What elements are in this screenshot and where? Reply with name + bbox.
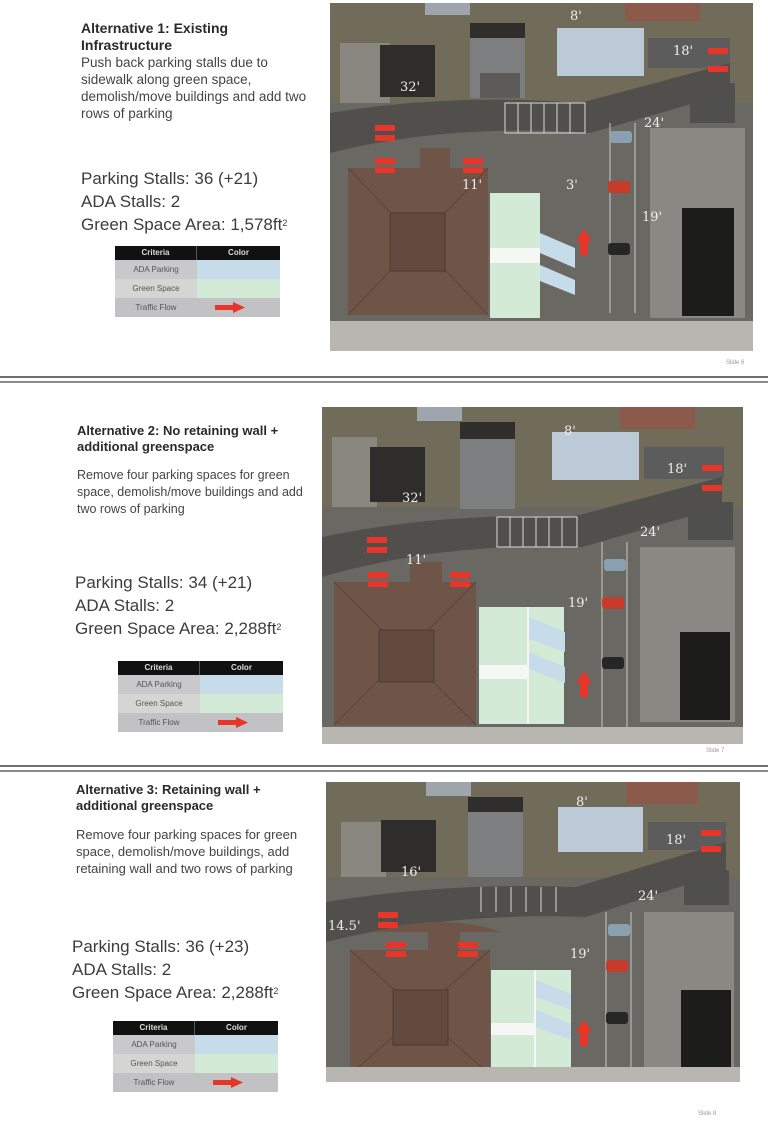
ada-color-swatch (197, 260, 280, 279)
page-separator (0, 765, 768, 773)
page-separator (0, 376, 768, 384)
svg-text:32': 32' (400, 80, 421, 95)
slide-alternative-1 (0, 0, 768, 377)
legend-row-ada: ADA Parking (118, 675, 283, 694)
site-plan-aerial-map (322, 407, 743, 744)
legend-table (118, 661, 283, 732)
site-plan-aerial-map (326, 782, 740, 1082)
alternative-description: Remove four parking spaces for green space, demolish/move buildings, add retaining wall and two rows of parking (76, 827, 298, 876)
parking-stalls: Parking Stalls: 36 (+23) (72, 937, 250, 956)
traffic-arrow-icon (213, 1077, 243, 1088)
svg-text:19': 19' (568, 596, 589, 611)
slide-text (76, 782, 316, 877)
svg-text:18': 18' (667, 462, 688, 477)
legend-row-green: Green Space (113, 1054, 278, 1073)
legend-table (115, 246, 280, 317)
traffic-arrow-icon (218, 717, 248, 728)
legend-header (113, 1021, 278, 1035)
green-space-area: Green Space Area: $2,288ft^2$ (75, 619, 282, 638)
legend-header-criteria: Criteria (115, 246, 197, 260)
ada-stalls: ADA Stalls: 2 (81, 192, 181, 211)
stats-block (81, 167, 331, 236)
slide-alternative-2 (0, 385, 768, 765)
site-plan-aerial-map (330, 3, 753, 351)
legend-header (118, 661, 283, 675)
stats-block (75, 571, 325, 640)
ada-stalls: ADA Stalls: 2 (75, 596, 175, 615)
stats-block (72, 935, 322, 1004)
green-color-swatch (197, 279, 280, 298)
ada-stalls: ADA Stalls: 2 (72, 960, 172, 979)
svg-text:18': 18' (673, 44, 694, 59)
legend-header-criteria: Criteria (118, 661, 200, 675)
alternative-description: Remove four parking spaces for green space, demolish/move buildings and add two rows of parking (77, 468, 303, 516)
legend-header-criteria: Criteria (113, 1021, 195, 1035)
alternative-title: Alternative 3: Retaining wall + additional greenspace (76, 782, 261, 813)
legend-row-traffic: Traffic Flow (113, 1073, 278, 1092)
svg-text:14.5': 14.5' (328, 919, 361, 934)
legend-row-ada: ADA Parking (115, 260, 280, 279)
svg-text:18': 18' (666, 833, 687, 848)
legend-row-ada: ADA Parking (113, 1035, 278, 1054)
green-space-area: Green Space Area: $1,578ft^2$ (81, 215, 288, 234)
svg-text:24': 24' (644, 116, 665, 131)
green-color-swatch (200, 694, 283, 713)
legend-header-color: Color (226, 1023, 247, 1032)
slide-number: Slide 7 (706, 748, 725, 754)
alternative-title: Alternative 2: No retaining wall + additional greenspace (77, 423, 279, 454)
parking-stalls: Parking Stalls: 34 (+21) (75, 573, 253, 592)
svg-text:11': 11' (462, 178, 483, 193)
alternative-title: Alternative 1: Existing Infrastructure (81, 20, 229, 53)
parking-stalls: Parking Stalls: 36 (+21) (81, 169, 259, 188)
slide-number: Slide 8 (698, 1111, 717, 1117)
slide-number: Slide 6 (726, 360, 745, 366)
slide-alternative-3 (0, 773, 768, 1124)
svg-text:19': 19' (642, 210, 663, 225)
svg-text:8': 8' (576, 795, 588, 810)
legend-header-color: Color (228, 248, 249, 257)
legend-header (115, 246, 280, 260)
traffic-arrow-icon (215, 302, 245, 313)
green-space-area: Green Space Area: $2,288ft^2$ (72, 983, 279, 1002)
svg-text:16': 16' (401, 865, 422, 880)
legend-row-traffic: Traffic Flow (118, 713, 283, 732)
ada-color-swatch (195, 1035, 278, 1054)
dim-label: 8' (570, 9, 582, 24)
svg-text:24': 24' (640, 525, 661, 540)
svg-text:24': 24' (638, 889, 659, 904)
svg-text:11': 11' (406, 553, 427, 568)
svg-text:8': 8' (564, 424, 576, 439)
svg-text:19': 19' (570, 947, 591, 962)
ada-color-swatch (200, 675, 283, 694)
slide-text (77, 423, 317, 518)
svg-text:32': 32' (402, 491, 423, 506)
legend-header-color: Color (231, 663, 252, 672)
legend-row-green: Green Space (115, 279, 280, 298)
slide-text (81, 20, 321, 122)
legend-row-traffic: Traffic Flow (115, 298, 280, 317)
alternative-description: Push back parking stalls due to sidewalk along green space, demolish/move buildings and add two rows of parking (81, 55, 307, 121)
legend-row-green: Green Space (118, 694, 283, 713)
legend-table (113, 1021, 278, 1092)
svg-text:3': 3' (566, 178, 578, 193)
green-color-swatch (195, 1054, 278, 1073)
